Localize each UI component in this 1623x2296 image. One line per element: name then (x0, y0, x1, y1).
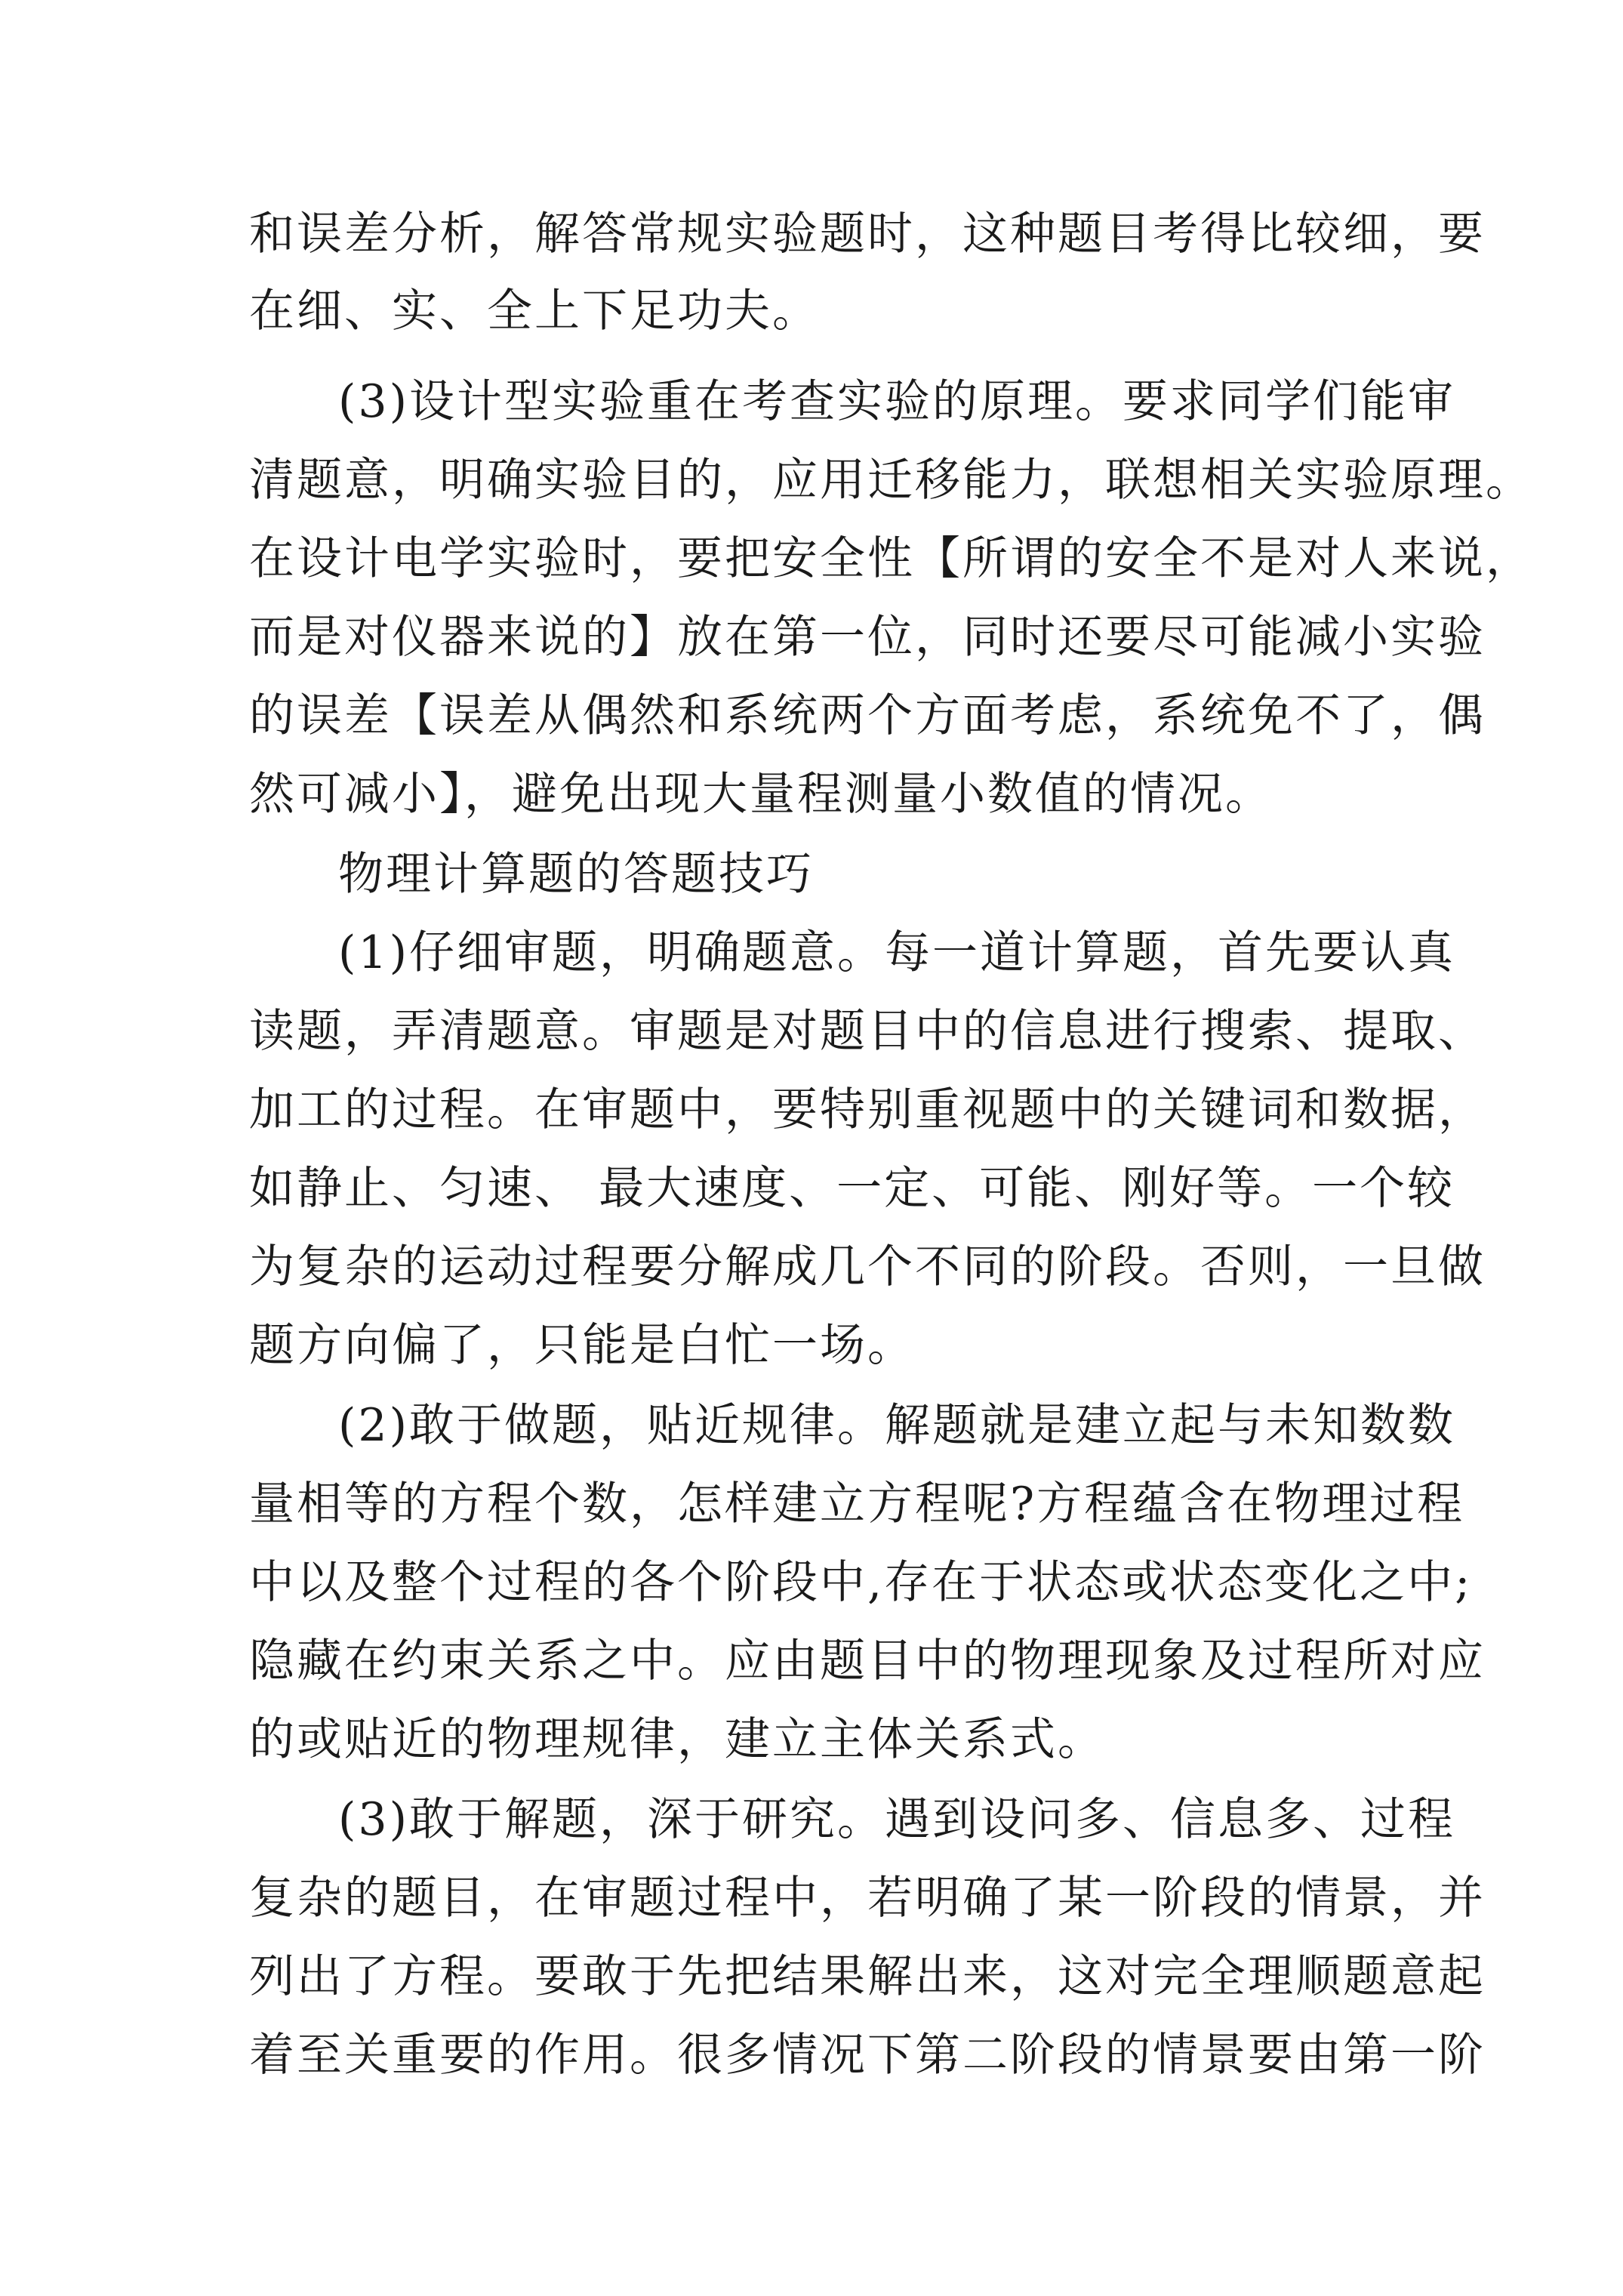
paragraph-start-line: (1)仔细审题，明确题意。每一道计算题，首先要认真 (338, 926, 1455, 979)
paragraph-start-line: (3)设计型实验重在考查实验的原理。要求同学们能审 (338, 375, 1455, 428)
text-line: 中以及整个过程的各个阶段中,存在于状态或状态变化之中; (249, 1556, 1473, 1609)
text-line: 和误差分析，解答常规实验题时，这种题目考得比较细，要 (249, 208, 1486, 260)
text-line: 读题，弄清题意。审题是对题目中的信息进行搜索、提取、 (249, 1005, 1486, 1058)
text-line: 在设计电学实验时，要把安全性【所谓的安全不是对人来说， (249, 532, 1533, 585)
section-heading: 物理计算题的答题技巧 (338, 848, 814, 901)
text-line: 为复杂的运动过程要分解成几个不同的阶段。否则，一旦做 (249, 1240, 1486, 1293)
text-line: 隐藏在约束关系之中。应由题目中的物理现象及过程所对应 (249, 1635, 1486, 1687)
text-line: 如静止、匀速、 最大速度、一定、可能、刚好等。一个较 (249, 1162, 1455, 1215)
text-line: 量相等的方程个数，怎样建立方程呢?方程蕴含在物理过程 (249, 1478, 1465, 1530)
text-line: 而是对仪器来说的】放在第一位，同时还要尽可能减小实验 (249, 611, 1486, 664)
text-line: 然可减小】，避免出现大量程测量小数值的情况。 (249, 768, 1273, 821)
text-line: 在细、实、全上下足功夫。 (249, 285, 820, 337)
text-line: 清题意，明确实验目的，应用迁移能力，联想相关实验原理。 (249, 454, 1533, 507)
paragraph-start-line: (3)敢于解题，深于研究。遇到设问多、信息多、过程 (338, 1793, 1455, 1846)
text-line: 的误差【误差从偶然和系统两个方面考虑，系统免不了，偶 (249, 689, 1486, 742)
text-line: 列出了方程。要敢于先把结果解出来，这对完全理顺题意起 (249, 1950, 1486, 2003)
paragraph-start-line: (2)敢于做题，贴近规律。解题就是建立起与未知数数 (338, 1399, 1455, 1452)
text-line: 的或贴近的物理规律，建立主体关系式。 (249, 1713, 1105, 1766)
text-line: 着至关重要的作用。很多情况下第二阶段的情景要由第一阶 (249, 2029, 1486, 2082)
text-line: 题方向偏了，只能是白忙一场。 (249, 1319, 915, 1372)
text-line: 复杂的题目，在审题过程中，若明确了某一阶段的情景，并 (249, 1872, 1486, 1925)
text-line: 加工的过程。在审题中，要特别重视题中的关键词和数据， (249, 1083, 1486, 1136)
